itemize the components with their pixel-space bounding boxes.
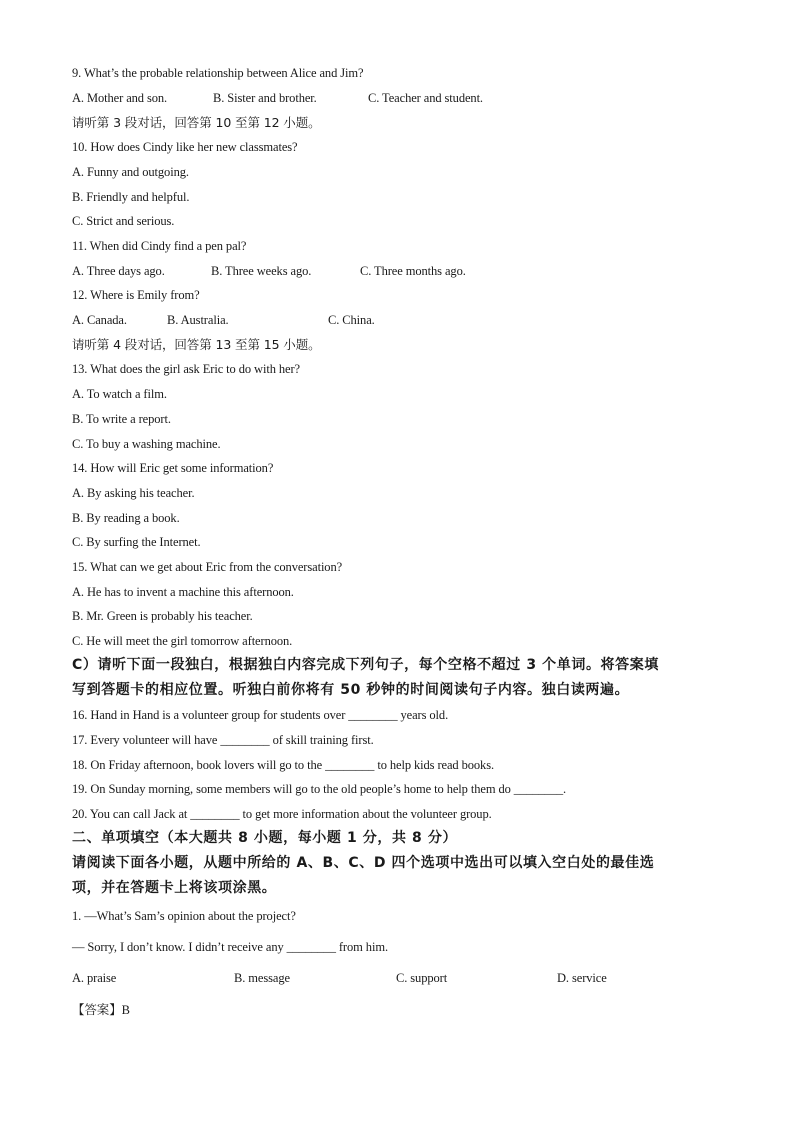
- q15-option-c: C. He will meet the girl tomorrow afternoon.: [72, 634, 293, 648]
- q12-option-b: B. Australia.: [167, 313, 229, 327]
- s1-question: 1. —What’s Sam’s opinion about the project?: [72, 909, 296, 923]
- q12-text: 12. Where is Emily from?: [72, 288, 200, 302]
- q12-option-a: A. Canada.: [72, 313, 127, 327]
- q11-option-a: A. Three days ago.: [72, 264, 165, 278]
- q13-option-a: A. To watch a film.: [72, 387, 167, 401]
- s1-option-c: C. support: [396, 971, 448, 985]
- q9-option-b: B. Sister and brother.: [213, 91, 317, 105]
- q12-option-c: C. China.: [328, 313, 375, 327]
- section-4-instruction: 请听第 4 段对话，回答第 13 至第 15 小题。: [72, 337, 321, 352]
- q9-option-a: A. Mother and son.: [72, 91, 168, 105]
- q10-option-b: B. Friendly and helpful.: [72, 190, 190, 204]
- q9-options: [72, 89, 483, 107]
- q15-option-b: B. Mr. Green is probably his teacher.: [72, 609, 253, 623]
- q18-text: 18. On Friday afternoon, book lovers will go to the ________ to help kids read books.: [72, 758, 495, 772]
- q11-option-c: C. Three months ago.: [360, 264, 466, 278]
- part-c-instruction-line-1: C）请听下面一段独白，根据独白内容完成下列句子，每个空格不超过 3 个单词。将答案填: [72, 657, 659, 673]
- answer-value: B: [121, 1003, 130, 1017]
- q14-option-b: B. By reading a book.: [72, 511, 180, 525]
- part-2-title: 二、单项填空（本大题共 8 小题，每小题 1 分，共 8 分）: [72, 830, 458, 846]
- q14-option-c: C. By surfing the Internet.: [72, 535, 201, 549]
- s1-option-d: D. service: [557, 971, 607, 985]
- q10-text: 10. How does Cindy like her new classmates?: [72, 140, 298, 154]
- q16-text: 16. Hand in Hand is a volunteer group for students over ________ years old.: [72, 708, 449, 722]
- q9-text: 9. What’s the probable relationship between Alice and Jim?: [72, 66, 364, 80]
- q11-options: [72, 262, 466, 280]
- q14-text: 14. How will Eric get some information?: [72, 461, 274, 475]
- q13-option-b: B. To write a report.: [72, 412, 171, 426]
- q13-option-c: C. To buy a washing machine.: [72, 437, 221, 451]
- q11-option-b: B. Three weeks ago.: [211, 264, 312, 278]
- q20-text: 20. You can call Jack at ________ to get more information about the volunteer group.: [72, 807, 492, 821]
- section-3-instruction: 请听第 3 段对话，回答第 10 至第 12 小题。: [72, 115, 321, 130]
- q17-text: 17. Every volunteer will have ________ of skill training first.: [72, 733, 374, 747]
- s1-options: [72, 969, 607, 987]
- s1-option-b: B. message: [234, 971, 290, 985]
- answer-label: 【答案】: [72, 1002, 122, 1017]
- answer-row: [72, 1001, 130, 1019]
- q10-option-c: C. Strict and serious.: [72, 214, 175, 228]
- s1-option-a: A. praise: [72, 971, 117, 985]
- q13-text: 13. What does the girl ask Eric to do with her?: [72, 362, 300, 376]
- q11-text: 11. When did Cindy find a pen pal?: [72, 239, 247, 253]
- part-2-instruction-line-1: 请阅读下面各小题，从题中所给的 A、B、C、D 四个选项中选出可以填入空白处的最佳选: [72, 855, 655, 871]
- part-c-instruction-line-2: 写到答题卡的相应位置。听独白前你将有 50 秒钟的时间阅读句子内容。独白读两遍。: [72, 682, 630, 698]
- part-2-instruction-line-2: 项，并在答题卡上将该项涂黑。: [72, 880, 277, 896]
- q19-text: 19. On Sunday morning, some members will go to the old people’s home to help them do ________.: [72, 782, 567, 796]
- q9-option-c: C. Teacher and student.: [368, 91, 483, 105]
- q14-option-a: A. By asking his teacher.: [72, 486, 195, 500]
- s1-answer-line: — Sorry, I don’t know. I didn’t receive any ________ from him.: [72, 940, 388, 954]
- q15-text: 15. What can we get about Eric from the conversation?: [72, 560, 343, 574]
- q12-options: [72, 311, 375, 329]
- q15-option-a: A. He has to invent a machine this afternoon.: [72, 585, 294, 599]
- q10-option-a: A. Funny and outgoing.: [72, 165, 189, 179]
